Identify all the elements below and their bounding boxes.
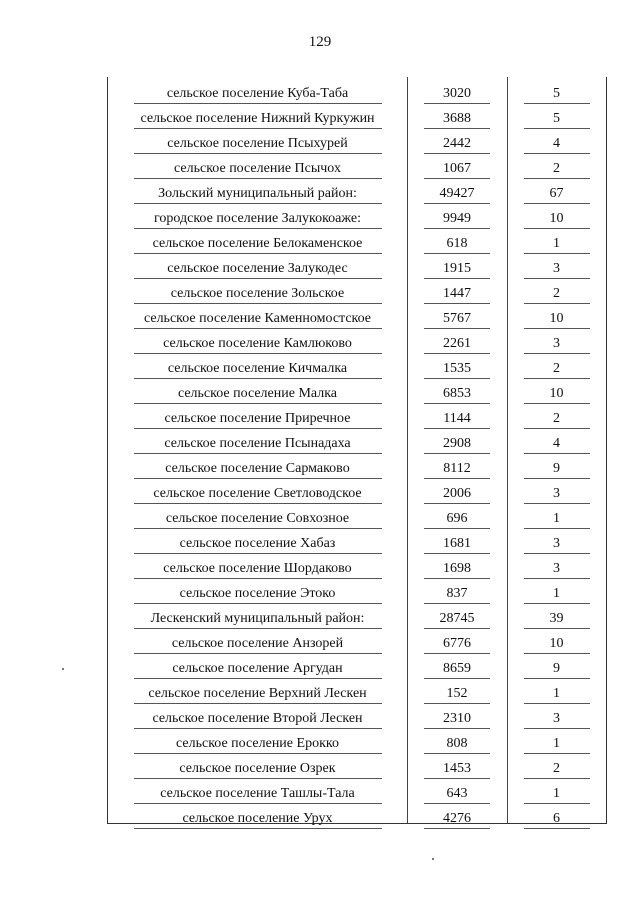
- settlement-name-cell: [108, 654, 407, 679]
- table-row: [108, 779, 606, 804]
- settlements-table: [108, 79, 606, 829]
- count-value-cell: [507, 704, 606, 729]
- population-value-cell: [407, 704, 507, 729]
- population-value-cell: [407, 754, 507, 779]
- count-value: 2: [524, 286, 590, 304]
- count-value: 2: [524, 411, 590, 429]
- settlement-name: сельское поселение Аргудан: [134, 661, 382, 679]
- settlement-name-cell: [108, 254, 407, 279]
- population-value: 1915: [424, 261, 490, 279]
- count-value-cell: [507, 679, 606, 704]
- count-value-cell: [507, 629, 606, 654]
- count-value: 2: [524, 361, 590, 379]
- settlement-name-cell: [108, 379, 407, 404]
- settlement-name-cell: [108, 229, 407, 254]
- settlement-name: сельское поселение Нижний Куркужин: [134, 111, 382, 129]
- settlement-name: сельское поселение Белокаменское: [134, 236, 382, 254]
- settlement-name-cell: [108, 704, 407, 729]
- table-row: [108, 479, 606, 504]
- settlement-name-cell: [108, 354, 407, 379]
- settlement-name: Зольский муниципальный район:: [134, 186, 382, 204]
- count-value-cell: [507, 654, 606, 679]
- settlement-name-cell: [108, 779, 407, 804]
- count-value: 3: [524, 561, 590, 579]
- scan-speck: [62, 668, 64, 670]
- population-value-cell: [407, 179, 507, 204]
- population-value: 8112: [424, 461, 490, 479]
- population-value-cell: [407, 129, 507, 154]
- population-value: 6776: [424, 636, 490, 654]
- population-value: 6853: [424, 386, 490, 404]
- settlement-name-cell: [108, 804, 407, 829]
- count-value-cell: [507, 804, 606, 829]
- count-value: 3: [524, 336, 590, 354]
- settlement-name: сельское поселение Светловодское: [134, 486, 382, 504]
- population-value-cell: [407, 604, 507, 629]
- table-row: [108, 604, 606, 629]
- population-value: 1447: [424, 286, 490, 304]
- count-value-cell: [507, 79, 606, 104]
- population-value-cell: [407, 404, 507, 429]
- scan-speck: [432, 858, 434, 860]
- page-number: 129: [308, 34, 332, 50]
- population-value: 1067: [424, 161, 490, 179]
- settlement-name: сельское поселение Камлюково: [134, 336, 382, 354]
- count-value-cell: [507, 354, 606, 379]
- count-value: 4: [524, 436, 590, 454]
- settlement-name-cell: [108, 754, 407, 779]
- population-value-cell: [407, 629, 507, 654]
- settlement-name: Лескенский муниципальный район:: [134, 611, 382, 629]
- population-value-cell: [407, 579, 507, 604]
- count-value-cell: [507, 379, 606, 404]
- table-row: [108, 554, 606, 579]
- count-value-cell: [507, 504, 606, 529]
- table-row: [108, 354, 606, 379]
- count-value-cell: [507, 404, 606, 429]
- population-value-cell: [407, 154, 507, 179]
- settlement-name: сельское поселение Ерокко: [134, 736, 382, 754]
- count-value: 3: [524, 711, 590, 729]
- settlement-name: сельское поселение Сармаково: [134, 461, 382, 479]
- count-value: 39: [524, 611, 590, 629]
- population-value: 9949: [424, 211, 490, 229]
- population-value: 1681: [424, 536, 490, 554]
- population-value-cell: [407, 504, 507, 529]
- population-value-cell: [407, 304, 507, 329]
- table-row: [108, 754, 606, 779]
- table-row: [108, 329, 606, 354]
- settlement-name: сельское поселение Ташлы-Тала: [134, 786, 382, 804]
- population-value: 618: [424, 236, 490, 254]
- settlement-name: сельское поселение Верхний Лескен: [134, 686, 382, 704]
- count-value-cell: [507, 254, 606, 279]
- settlement-name-cell: [108, 429, 407, 454]
- settlement-name-cell: [108, 529, 407, 554]
- table-row: [108, 404, 606, 429]
- count-value-cell: [507, 754, 606, 779]
- settlements-table-body: [108, 79, 606, 829]
- table-row: [108, 504, 606, 529]
- count-value-cell: [507, 329, 606, 354]
- count-value-cell: [507, 179, 606, 204]
- population-value: 2261: [424, 336, 490, 354]
- settlement-name-cell: [108, 304, 407, 329]
- settlement-name-cell: [108, 179, 407, 204]
- count-value: 2: [524, 761, 590, 779]
- table-row: [108, 279, 606, 304]
- population-value: 2908: [424, 436, 490, 454]
- population-value-cell: [407, 354, 507, 379]
- table-row: [108, 229, 606, 254]
- population-value: 28745: [424, 611, 490, 629]
- population-value-cell: [407, 654, 507, 679]
- count-value: 67: [524, 186, 590, 204]
- count-value: 9: [524, 461, 590, 479]
- count-value: 5: [524, 86, 590, 104]
- population-value-cell: [407, 679, 507, 704]
- table-row: [108, 729, 606, 754]
- table-row: [108, 104, 606, 129]
- population-value: 4276: [424, 811, 490, 829]
- population-value: 49427: [424, 186, 490, 204]
- settlement-name: сельское поселение Этоко: [134, 586, 382, 604]
- table-row: [108, 204, 606, 229]
- population-value-cell: [407, 104, 507, 129]
- population-value: 1453: [424, 761, 490, 779]
- settlement-name-cell: [108, 279, 407, 304]
- settlement-name-cell: [108, 479, 407, 504]
- population-value: 837: [424, 586, 490, 604]
- count-value: 3: [524, 536, 590, 554]
- table-row: [108, 579, 606, 604]
- settlement-name: сельское поселение Совхозное: [134, 511, 382, 529]
- count-value-cell: [507, 729, 606, 754]
- settlement-name-cell: [108, 104, 407, 129]
- population-value: 696: [424, 511, 490, 529]
- settlement-name-cell: [108, 629, 407, 654]
- count-value-cell: [507, 304, 606, 329]
- population-value-cell: [407, 529, 507, 554]
- count-value: 6: [524, 811, 590, 829]
- table-row: [108, 429, 606, 454]
- count-value-cell: [507, 104, 606, 129]
- table-row: [108, 529, 606, 554]
- population-value-cell: [407, 229, 507, 254]
- population-value-cell: [407, 454, 507, 479]
- population-value-cell: [407, 379, 507, 404]
- count-value-cell: [507, 604, 606, 629]
- settlement-name-cell: [108, 604, 407, 629]
- settlement-name: сельское поселение Зольское: [134, 286, 382, 304]
- count-value: 3: [524, 486, 590, 504]
- population-value-cell: [407, 254, 507, 279]
- settlement-name-cell: [108, 554, 407, 579]
- population-value-cell: [407, 804, 507, 829]
- settlement-name: сельское поселение Кичмалка: [134, 361, 382, 379]
- settlement-name: сельское поселение Озрек: [134, 761, 382, 779]
- count-value: 1: [524, 511, 590, 529]
- table-row: [108, 254, 606, 279]
- population-value: 5767: [424, 311, 490, 329]
- table-row: [108, 704, 606, 729]
- settlement-name-cell: [108, 204, 407, 229]
- population-value-cell: [407, 554, 507, 579]
- count-value-cell: [507, 229, 606, 254]
- population-value: 808: [424, 736, 490, 754]
- count-value-cell: [507, 154, 606, 179]
- settlement-name: сельское поселение Каменномостское: [134, 311, 382, 329]
- settlement-name-cell: [108, 404, 407, 429]
- population-value: 3020: [424, 86, 490, 104]
- count-value: 1: [524, 786, 590, 804]
- count-value: 10: [524, 211, 590, 229]
- count-value: 1: [524, 736, 590, 754]
- settlement-name: сельское поселение Псычох: [134, 161, 382, 179]
- count-value-cell: [507, 129, 606, 154]
- settlement-name-cell: [108, 504, 407, 529]
- count-value: 10: [524, 311, 590, 329]
- population-value-cell: [407, 479, 507, 504]
- settlement-name: сельское поселение Малка: [134, 386, 382, 404]
- count-value-cell: [507, 529, 606, 554]
- population-value-cell: [407, 279, 507, 304]
- count-value-cell: [507, 454, 606, 479]
- settlement-name: сельское поселение Приречное: [134, 411, 382, 429]
- population-value-cell: [407, 729, 507, 754]
- population-value: 1144: [424, 411, 490, 429]
- table-row: [108, 129, 606, 154]
- population-value: 2006: [424, 486, 490, 504]
- settlement-name-cell: [108, 154, 407, 179]
- table-row: [108, 654, 606, 679]
- count-value-cell: [507, 204, 606, 229]
- population-value: 3688: [424, 111, 490, 129]
- settlement-name-cell: [108, 79, 407, 104]
- settlement-name-cell: [108, 679, 407, 704]
- population-value: 2310: [424, 711, 490, 729]
- table-row: [108, 804, 606, 829]
- population-value-cell: [407, 429, 507, 454]
- settlement-name-cell: [108, 729, 407, 754]
- table-row: [108, 79, 606, 104]
- count-value: 1: [524, 686, 590, 704]
- table-row: [108, 304, 606, 329]
- settlement-name: сельское поселение Урух: [134, 811, 382, 829]
- population-value: 8659: [424, 661, 490, 679]
- count-value: 1: [524, 586, 590, 604]
- count-value: 5: [524, 111, 590, 129]
- population-value: 1698: [424, 561, 490, 579]
- count-value: 10: [524, 386, 590, 404]
- settlement-name: городское поселение Залукокоаже:: [134, 211, 382, 229]
- count-value: 2: [524, 161, 590, 179]
- table-row: [108, 454, 606, 479]
- count-value-cell: [507, 279, 606, 304]
- count-value-cell: [507, 779, 606, 804]
- count-value-cell: [507, 554, 606, 579]
- count-value: 9: [524, 661, 590, 679]
- population-value: 1535: [424, 361, 490, 379]
- population-value-cell: [407, 329, 507, 354]
- settlement-name-cell: [108, 579, 407, 604]
- table-row: [108, 154, 606, 179]
- table-row: [108, 379, 606, 404]
- settlement-name-cell: [108, 129, 407, 154]
- count-value: 10: [524, 636, 590, 654]
- count-value-cell: [507, 429, 606, 454]
- count-value: 3: [524, 261, 590, 279]
- settlement-name: сельское поселение Куба-Таба: [134, 86, 382, 104]
- settlement-name: сельское поселение Шордаково: [134, 561, 382, 579]
- population-value-cell: [407, 204, 507, 229]
- settlement-name-cell: [108, 329, 407, 354]
- population-value: 643: [424, 786, 490, 804]
- population-value: 2442: [424, 136, 490, 154]
- table-row: [108, 179, 606, 204]
- count-value-cell: [507, 479, 606, 504]
- settlement-name: сельское поселение Анзорей: [134, 636, 382, 654]
- population-value: 152: [424, 686, 490, 704]
- settlement-name: сельское поселение Псыхурей: [134, 136, 382, 154]
- settlement-name: сельское поселение Второй Лескен: [134, 711, 382, 729]
- table-row: [108, 629, 606, 654]
- settlement-name-cell: [108, 454, 407, 479]
- count-value: 1: [524, 236, 590, 254]
- table-row: [108, 679, 606, 704]
- settlement-name: сельское поселение Хабаз: [134, 536, 382, 554]
- count-value-cell: [507, 579, 606, 604]
- population-value-cell: [407, 779, 507, 804]
- settlement-name: сельское поселение Залукодес: [134, 261, 382, 279]
- settlement-name: сельское поселение Псынадаха: [134, 436, 382, 454]
- population-value-cell: [407, 79, 507, 104]
- count-value: 4: [524, 136, 590, 154]
